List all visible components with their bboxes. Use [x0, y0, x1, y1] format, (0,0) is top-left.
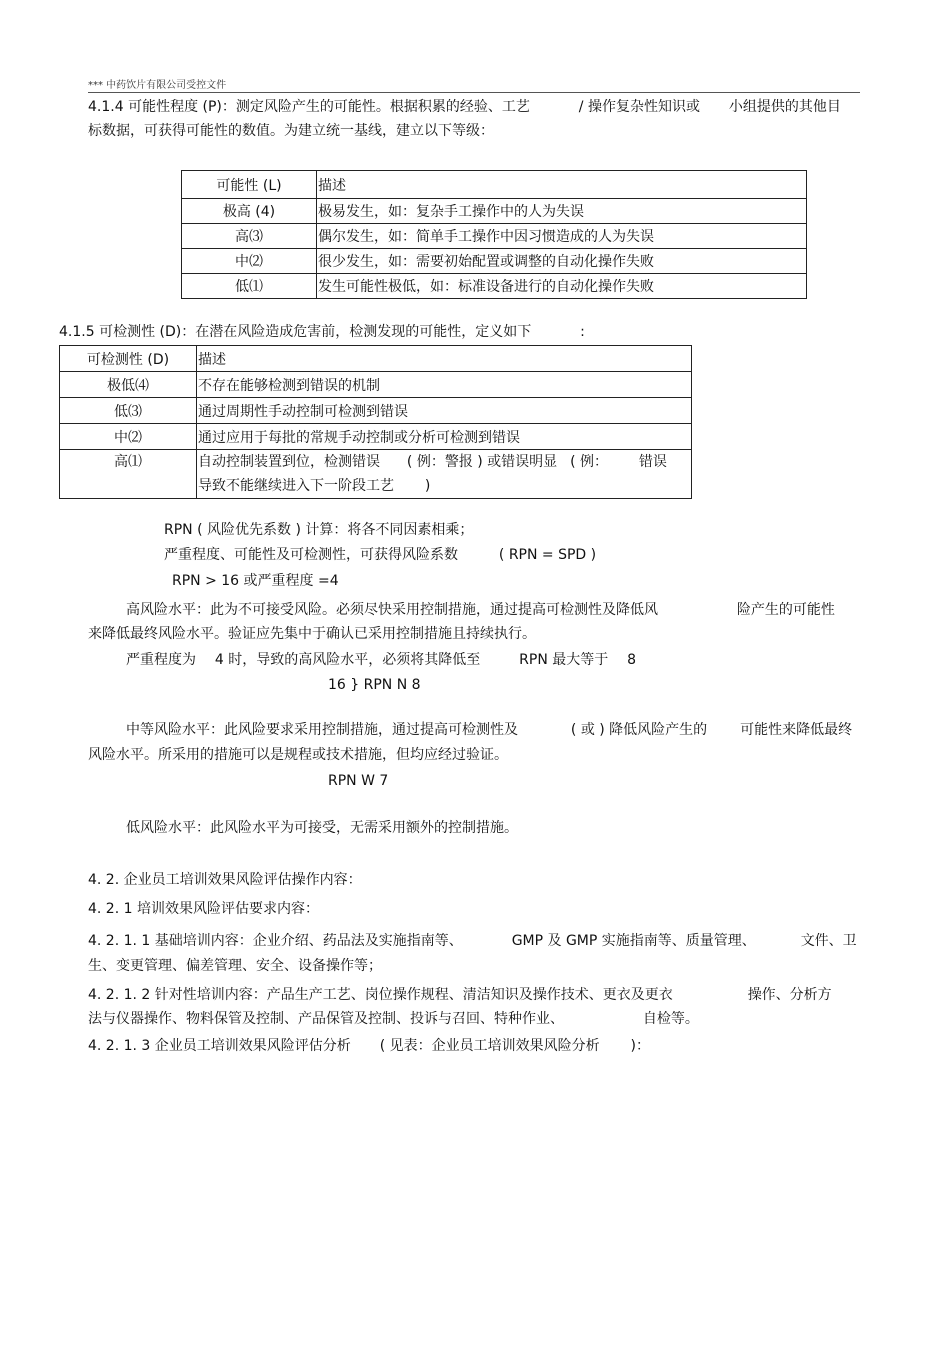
- high-risk-text: 险产生的可能性: [736, 602, 835, 618]
- s414-text-c: 小组提供的其他目: [728, 99, 841, 115]
- training-text: GMP 及 GMP 实施指南等、质量管理、: [511, 933, 756, 949]
- table-row: [60, 450, 692, 499]
- header-description: 描述: [197, 346, 692, 372]
- detectability-table: [59, 345, 692, 499]
- high-risk-line-2: 来降低最终风险水平。验证应先集中于确认已采用控制措施且持续执行。: [88, 626, 536, 642]
- training-text: 文件、卫: [800, 933, 857, 949]
- desc-part: 导致不能继续进入下一阶段工艺: [198, 478, 394, 494]
- section-4-2-1-1-line1: [88, 931, 857, 952]
- high-risk-rpn: 16 } RPN N 8: [328, 677, 421, 693]
- level-cell: 极低⑷: [60, 372, 197, 398]
- section-4-2-1-2-line2: [88, 1009, 699, 1030]
- desc-part: ( 例：警报 ) 或错误明显: [406, 454, 558, 470]
- rpn-line-1: RPN ( 风险优先系数 ) 计算：将各不同因素相乘；: [164, 522, 474, 538]
- high-risk-line-3: [126, 650, 636, 671]
- high-risk-text: 严重程度为: [126, 652, 196, 668]
- medium-risk-text: 可能性来降低最终: [740, 722, 853, 738]
- document-header: *** 中药饮片有限公司受控文件: [88, 80, 227, 91]
- level-cell: 高⑴: [60, 450, 197, 499]
- table-row: [182, 249, 807, 274]
- medium-risk-line-2: 风险水平。所采用的措施可以是规程或技术措施，但均应经过验证。: [88, 747, 508, 763]
- level-cell: 低⑴: [182, 274, 317, 299]
- table-row: [182, 274, 807, 299]
- header-likelihood: 可能性 (L): [182, 171, 317, 199]
- section-4-1-4-line1: [88, 97, 841, 118]
- section-4-2-heading: 4. 2. 企业员工培训效果风险评估操作内容：: [88, 872, 362, 888]
- level-cell: 极高 (4): [182, 199, 317, 224]
- level-cell: 中⑵: [60, 424, 197, 450]
- s414-text-a: 4.1.4 可能性程度 (P)：测定风险产生的可能性。根据积累的经验、工艺: [88, 99, 530, 115]
- high-risk-text: 高风险水平：此为不可接受风险。必须尽快采用控制措施，通过提高可检测性及降低风: [126, 602, 658, 618]
- training-text: 法与仪器操作、物料保管及控制、产品保管及控制、投诉与召回、特种作业、: [88, 1011, 564, 1027]
- rpn-formula: ( RPN = SPD ): [498, 547, 597, 563]
- description-cell: 不存在能够检测到错误的机制: [197, 372, 692, 398]
- section-4-2-1-2-line1: [88, 985, 832, 1006]
- table-row: [60, 398, 692, 424]
- level-cell: 高⑶: [182, 224, 317, 249]
- section-4-2-1-heading: 4. 2. 1 培训效果风险评估要求内容：: [88, 901, 319, 917]
- table-header-row: [60, 346, 692, 372]
- s415-colon: :: [580, 324, 585, 340]
- desc-part: 自动控制装置到位，检测错误: [198, 454, 380, 470]
- header-rule: [88, 92, 860, 93]
- training-text: ( 见表：企业员工培训效果风险分析: [379, 1038, 600, 1054]
- description-cell: 很少发生，如：需要初始配置或调整的自动化操作失败: [317, 249, 807, 274]
- level-cell: 低⑶: [60, 398, 197, 424]
- description-cell: 偶尔发生，如：简单手工操作中因习惯造成的人为失误: [317, 224, 807, 249]
- high-risk-text: RPN 最大等于: [519, 652, 609, 668]
- description-cell: 发生可能性极低，如：标准设备进行的自动化操作失败: [317, 274, 807, 299]
- medium-risk-text: ( 或 ) 降低风险产生的: [570, 722, 708, 738]
- medium-risk-rpn: RPN W 7: [328, 773, 389, 789]
- desc-part: ( 例：: [570, 454, 609, 470]
- description-line-2: [198, 474, 691, 498]
- table-row: [182, 224, 807, 249]
- section-4-2-1-1-line2: 生、变更管理、偏差管理、安全、设备操作等；: [88, 958, 382, 974]
- rpn-line-2: [164, 545, 596, 566]
- desc-part: ): [424, 478, 431, 494]
- table-row: [60, 372, 692, 398]
- header-description: 描述: [317, 171, 807, 199]
- section-4-1-4-line2: 标数据，可获得可能性的数值。为建立统一基线，建立以下等级：: [88, 123, 494, 139]
- medium-risk-line-1: [126, 720, 852, 741]
- section-4-2-1-3: [88, 1036, 650, 1057]
- likelihood-table: [181, 170, 807, 299]
- table-row: [60, 424, 692, 450]
- description-cell: 极易发生，如：复杂手工操作中的人为失误: [317, 199, 807, 224]
- low-risk-line: 低风险水平：此风险水平为可接受，无需采用额外的控制措施。: [126, 820, 518, 836]
- s415-text: 4.1.5 可检测性 (D)：在潜在风险造成危害前，检测发现的可能性，定义如下: [59, 324, 532, 340]
- rpn-line-3: RPN > 16 或严重程度 =4: [172, 573, 339, 589]
- training-text: 操作、分析方: [747, 987, 832, 1003]
- header-detectability: 可检测性 (D): [60, 346, 197, 372]
- medium-risk-text: 中等风险水平：此风险要求采用控制措施，通过提高可检测性及: [126, 722, 518, 738]
- training-text: 4. 2. 1. 2 针对性培训内容：产品生产工艺、岗位操作规程、清洁知识及操作技术、更衣及更衣: [88, 987, 673, 1003]
- training-text: 自检等。: [642, 1011, 699, 1027]
- training-text: )：: [630, 1038, 650, 1054]
- description-line-1: [198, 450, 691, 474]
- s414-text-b: / 操作复杂性知识或: [578, 99, 700, 115]
- description-cell: [197, 450, 692, 499]
- description-cell: 通过应用于每批的常规手动控制或分析可检测到错误: [197, 424, 692, 450]
- high-risk-text: 4 时，导致的高风险水平，必须将其降低至: [214, 652, 481, 668]
- desc-part: 错误: [638, 454, 667, 470]
- table-header-row: [182, 171, 807, 199]
- training-text: 4. 2. 1. 3 企业员工培训效果风险评估分析: [88, 1038, 351, 1054]
- high-risk-line-1: [126, 600, 835, 621]
- section-4-1-5-heading: [59, 322, 585, 343]
- description-cell: 通过周期性手动控制可检测到错误: [197, 398, 692, 424]
- table-row: [182, 199, 807, 224]
- level-cell: 中⑵: [182, 249, 317, 274]
- training-text: 4. 2. 1. 1 基础培训内容：企业介绍、药品法及实施指南等、: [88, 933, 463, 949]
- rpn-text: 严重程度、可能性及可检测性，可获得风险系数: [164, 547, 458, 563]
- high-risk-text: 8: [627, 652, 637, 668]
